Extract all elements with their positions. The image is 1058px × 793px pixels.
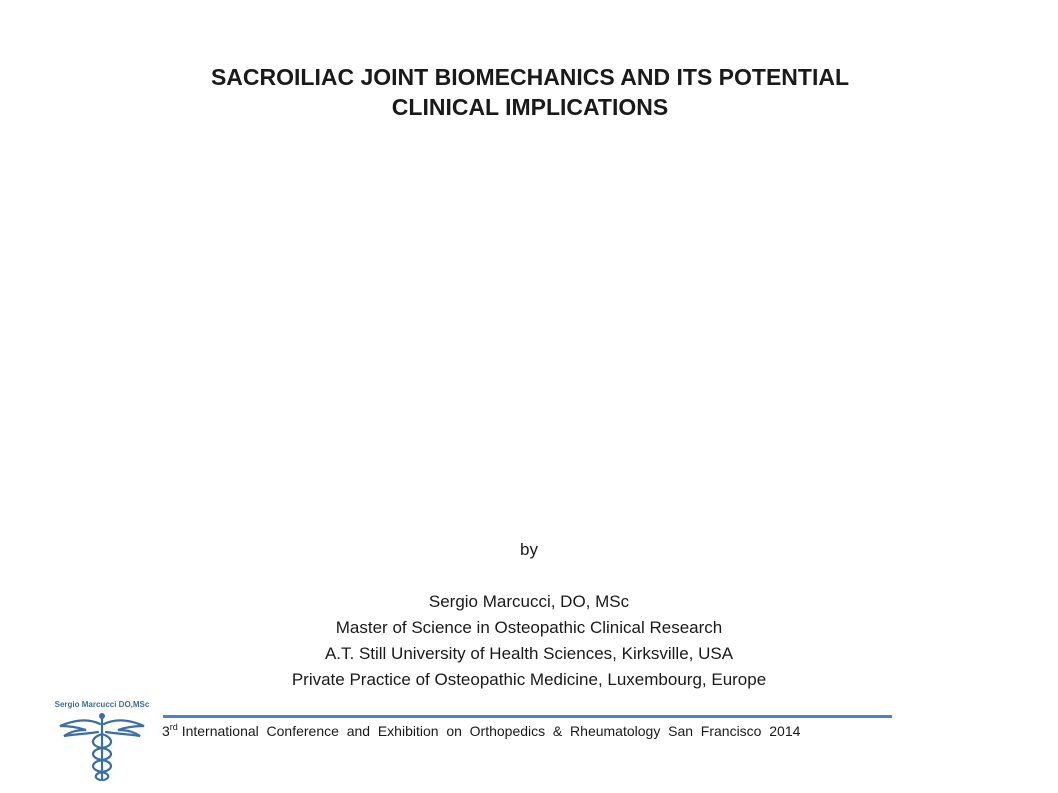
- footer-divider: [163, 715, 892, 718]
- title-line-1: SACROILIAC JOINT BIOMECHANICS AND ITS POTENTIAL: [210, 64, 850, 90]
- author-degree: Master of Science in Osteopathic Clinical Research: [335, 618, 723, 637]
- author-university: A.T. Still University of Health Sciences, Kirksville, USA: [324, 644, 734, 663]
- author-practice: Private Practice of Osteopathic Medicine, Luxembourg, Europe: [291, 670, 767, 689]
- byline-spacer: [0, 563, 1058, 589]
- title-line-2: CLINICAL IMPLICATIONS: [391, 94, 669, 120]
- logo-name: Sergio Marcucci DO,MSc: [54, 700, 150, 709]
- caduceus-icon: [52, 712, 152, 782]
- author-logo: [52, 700, 152, 782]
- by-label: by: [520, 540, 538, 559]
- author-name: Sergio Marcucci, DO, MSc: [428, 592, 630, 611]
- byline-block: [0, 537, 1058, 693]
- footer-conference: [162, 722, 902, 740]
- slide-title: [60, 62, 1000, 122]
- footer-ordinal-number: 3: [162, 723, 170, 739]
- footer-ordinal-suffix: rd: [169, 722, 178, 732]
- footer-text: International Conference and Exhibition on Orthopedics & Rheumatology San Francisco 2014: [177, 723, 801, 739]
